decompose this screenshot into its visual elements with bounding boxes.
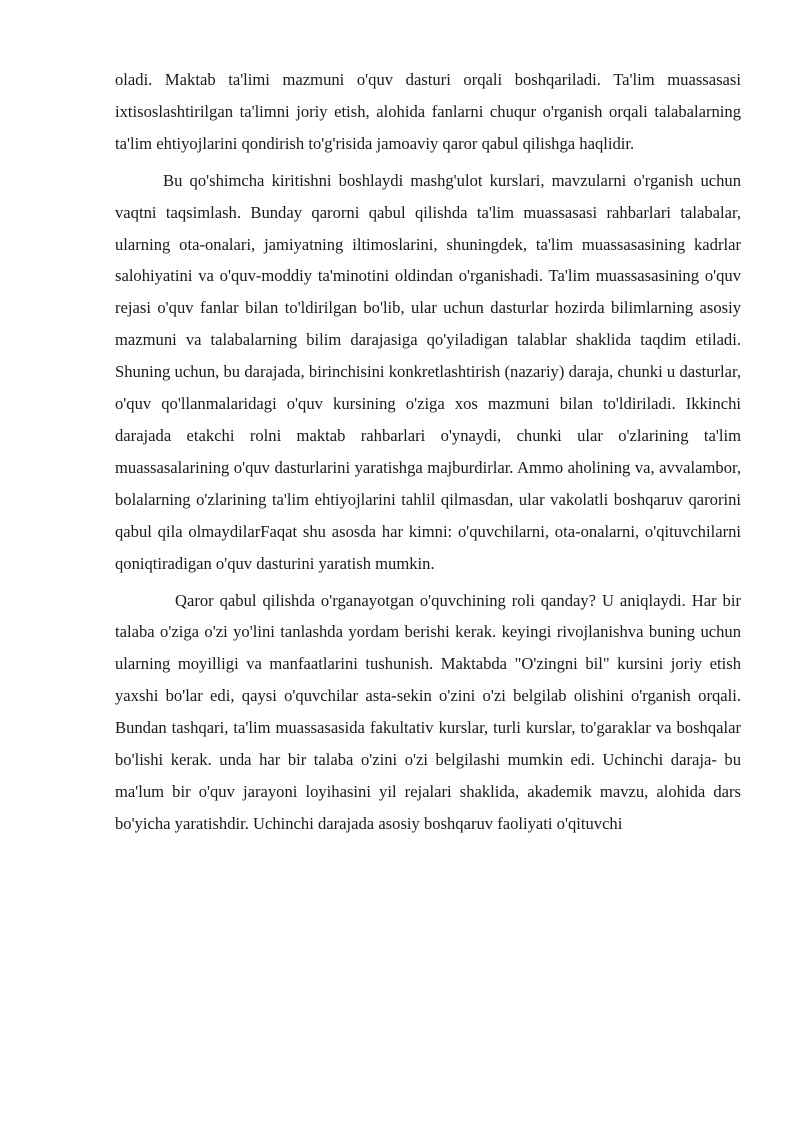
paragraph-1: oladi. Maktab ta'limi mazmuni o'quv dasturi orqali boshqariladi. Ta'lim muassasasi ixtisoslashtirilgan ta'limni joriy etish, alohida fanlarni chuqur o'rganish orqali talabalarning ta'lim ehtiyojlarini qondirish to'g'risida jamoaviy qaror qabul qilishga haqlidir. [115,70,741,153]
paragraph-3: Qaror qabul qilishda o'rganayotgan o'quvchining roli qanday? U aniqlaydi. Har bir talaba o'ziga o'zi yo'lini tanlashda yordam berishi kerak. keyingi rivojlanishva buning uchun ularning moyilligi va manfaatlarini tushunish. Maktabda "O'zingni bil" kursini joriy etish yaxshi bo'lar edi, qaysi o'quvchilar asta-sekin o'zini o'zi belgilab olishini o'rganish orqali. Bundan tashqari, ta'lim muassasasida fakultativ kurslar, turli kurslar, to'garaklar va boshqalar bo'lishi kerak. unda har bir talaba o'zini o'zi belgilashi mumkin edi. Uchinchi daraja- bu ma'lum bir o'quv jarayoni loyihasini yil rejalari shaklida, akademik mavzu, alohida dars bo'yicha yaratishdir. Uchinchi darajada asosiy boshqaruv faoliyati o'qituvchi [115,590,741,833]
body-text [115,64,741,840]
paragraph-2: Bu qo'shimcha kiritishni boshlaydi mashg'ulot kurslari, mavzularni o'rganish uchun vaqtni taqsimlash. Bunday qarorni qabul qilishda ta'lim muassasasi rahbarlari talabalar, ularning ota-onalari, jamiyatning iltimoslarini, shuningdek, ta'lim muassasasining kadrlar salohiyatini va o'quv-moddiy ta'minotini oldindan o'rganishadi. Ta'lim muassasasining o'quv rejasi o'quv fanlar bilan to'ldirilgan bo'lib, ular uchun dasturlar hozirda bilimlarning asosiy mazmuni va talabalarning bilim darajasiga qo'yiladigan talablar shaklida taqdim etiladi. Shuning uchun, bu darajada, birinchisini konkretlashtirish (nazariy) daraja, chunki u dasturlar, o'quv qo'llanmalaridagi o'quv kursining o'ziga xos mazmuni bilan to'ldiriladi. Ikkinchi darajada etakchi rolni maktab rahbarlari o'ynaydi, chunki ular o'zlarining ta'lim muassasalarining o'quv dasturlarini yaratishga majburdirlar. Ammo aholining va, avvalambor, bolalarning o'zlarining ta'lim ehtiyojlarini tahlil qilmasdan, ular vakolatli boshqaruv qarorini qabul qila olmaydilarFaqat shu asosda har kimni: o'quvchilarni, ota-onalarni, o'qituvchilarni qoniqtiradigan o'quv dasturini yaratish mumkin. [115,170,741,573]
